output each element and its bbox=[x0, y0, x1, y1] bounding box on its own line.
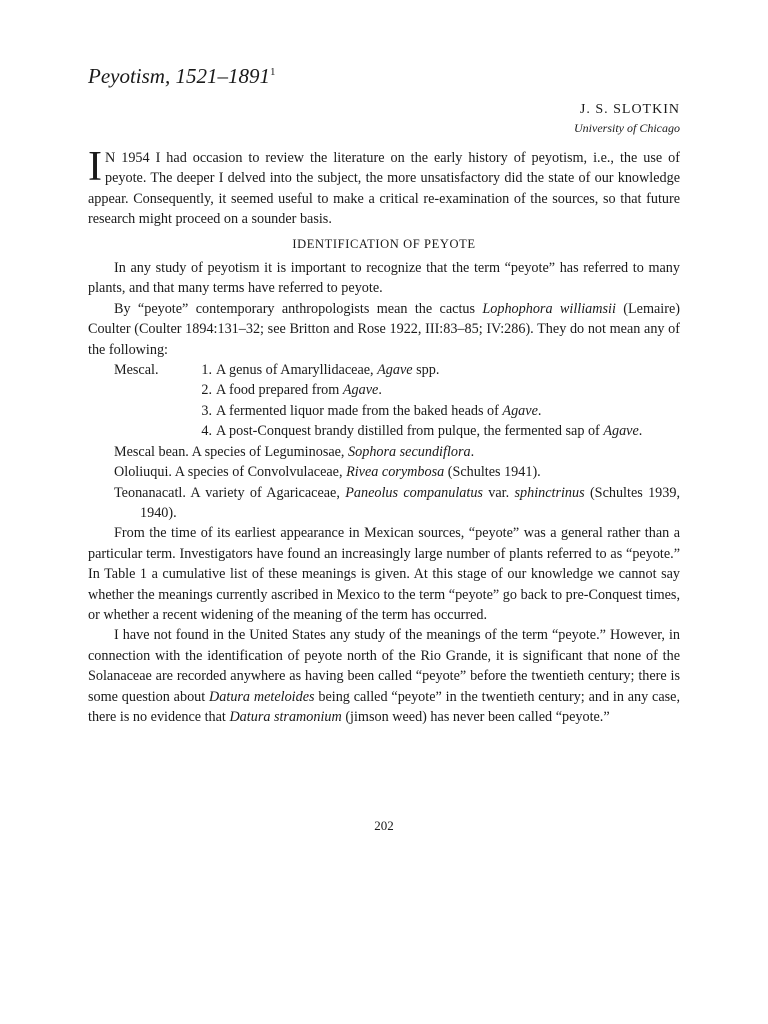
article-title: Peyotism, 1521–1891$^1$ bbox=[88, 64, 276, 88]
ololiuqui-entry: Ololiuqui. A species of Convolvulaceae, Rivea corymbosa (Schultes 1941). bbox=[114, 464, 541, 481]
mescal-bean-entry: Mescal bean. A species of Leguminosae, Sophora secundiflora. bbox=[114, 443, 475, 460]
paragraph-3: From the time of its earliest appearance in Mexican sources, “peyote” was a general rather than a particular term. Investigators have found an increasingly large number of plants referred to as “peyote.” In Table 1 a cumulative list of these meanings is given. At this stage of our knowledge we cannot say whether the meanings currently ascribed in Mexico to the term “peyote” go back to pre-Conquest times, or whether a recent widening of the meaning of the term has occurred. bbox=[88, 525, 680, 623]
paragraph-1: In any study of peyotism it is important to recognize that the term “peyote” has referred to many plants, and that many terms have referred to peyote. bbox=[88, 260, 680, 297]
title-footnote-marker: 1 bbox=[269, 66, 276, 78]
teonanacatl-entry: Teonanacatl. A variety of Agaricaceae, Paneolus companulatus var. sphinctrinus (Schultes 1939, 1940). bbox=[114, 484, 681, 521]
section-heading: IDENTIFICATION OF PEYOTE bbox=[292, 236, 476, 251]
paragraph-2: By “peyote” contemporary anthropologists mean the cactus Lophophora williamsii (Lemaire) Coulter (Coulter 1894:131–32; see Britton and Rose 1922, III:83–85; IV:286). They do not mean any of the following: bbox=[88, 300, 680, 358]
byline bbox=[574, 100, 680, 138]
mescal-label: Mescal. bbox=[114, 362, 159, 379]
author-name: J. S. SLOTKIN bbox=[579, 102, 680, 117]
list-item: 4. A post-Conquest brandy distilled from pulque, the fermented sap of Agave. bbox=[201, 423, 643, 440]
list-item: 3. A fermented liquor made from the baked heads of Agave. bbox=[201, 402, 542, 419]
list-item: Mescal. 1. A genus of Amaryllidaceae, Agave spp. bbox=[88, 360, 680, 380]
intro-paragraph: I N 1954 I had occasion to review the literature on the early history of peyotism, i.e., the use of peyote. The deeper I delved into the subject, the more unsatisfactory did the state of our knowledge appear. Consequently, it seemed useful to make a critical re-examination of the sources, so that future research might proceed on a sounder basis. bbox=[88, 144, 680, 228]
mescal-list bbox=[88, 360, 680, 442]
paragraph-4: I have not found in the United States any study of the meanings of the term “peyote.” However, in connection with the identification of peyote north of the Rio Grande, it is significant that none of the Solanaceae are recorded anywhere as having been called “peyote” before the twentieth century; there is some question about Datura meteloides being called “peyote” in the twentieth century; and in any case, there is no evidence that Datura stramonium (jimson weed) has never been called “peyote.” bbox=[88, 627, 681, 725]
author-affiliation: University of Chicago bbox=[574, 121, 680, 135]
list-item: 2. A food prepared from Agave. bbox=[201, 382, 382, 399]
page-number: 202 bbox=[374, 818, 394, 833]
drop-cap: I bbox=[88, 144, 102, 190]
article-body bbox=[88, 144, 681, 727]
